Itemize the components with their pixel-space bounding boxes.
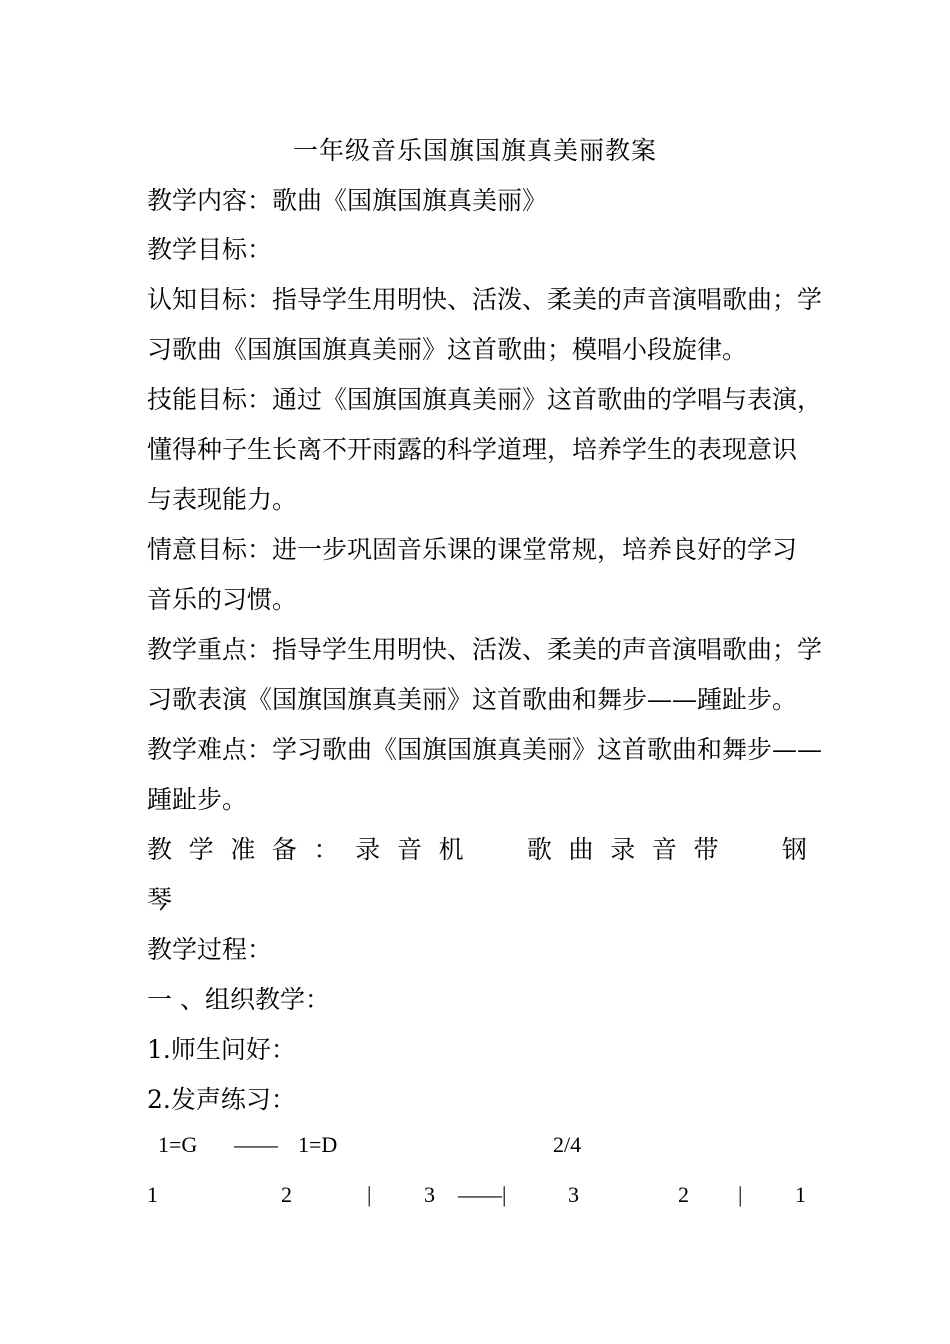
text-line-process: 教学过程： [147,935,273,964]
text-line-emotion-2: 音乐的习惯。 [147,585,298,614]
text-line-key-point-2: 习歌表演《国旗国旗真美丽》这首歌曲和舞步——踵趾步。 [147,685,798,714]
key-dash: —— [234,1132,278,1157]
prep-char: 准 [230,835,256,864]
text-line-emotion-1: 情意目标：进一步巩固音乐课的课堂常规，培养良好的学习 [147,535,798,564]
text-line-content: 教学内容：歌曲《国旗国旗真美丽》 [147,186,548,215]
prep-char: 机 [438,835,464,864]
text-line-skill-2: 懂得种子生长离不开雨露的科学道理，培养学生的表现意识 [147,435,798,464]
note: 1 [795,1182,806,1207]
text-line-organize: 一 、组织教学： [147,985,330,1014]
prep-char: ： [313,835,339,864]
prep-char: 录 [610,835,636,864]
prep-char: 曲 [568,835,594,864]
prep-char: 录 [355,835,381,864]
text-line-key-point-1: 教学重点：指导学生用明快、活泼、柔美的声音演唱歌曲；学 [147,635,823,664]
bar-line: | [738,1182,743,1207]
prep-char: 钢 [781,835,807,864]
prep-char: 带 [693,835,719,864]
note: 2 [281,1182,292,1207]
note: 2 [678,1182,689,1207]
prep-char: 音 [651,835,677,864]
text-line-greeting: 1.师生问好： [147,1035,296,1064]
text-line-skill-3: 与表现能力。 [147,485,298,514]
prep-char: 教 [147,835,173,864]
key-g: 1=G [158,1132,198,1157]
text-line-skill-1: 技能目标：通过《国旗国旗真美丽》这首歌曲的学唱与表演， [147,385,823,414]
text-line-preparation-wrap: 琴 [147,885,173,914]
document-title: 一年级音乐国旗国旗真美丽教案 [292,136,657,165]
prep-char: 歌 [526,835,552,864]
text-line-cognitive-1: 认知目标：指导学生用明快、活泼、柔美的声音演唱歌曲；学 [147,285,823,314]
note: 3 [424,1182,435,1207]
prep-gap [735,832,765,868]
text-line-preparation [147,832,807,868]
note: 1 [147,1182,158,1207]
text-line-cognitive-2: 习歌曲《国旗国旗真美丽》这首歌曲；模唱小段旋律。 [147,335,748,364]
text-line-difficulty-2: 踵趾步。 [147,785,248,814]
note-hold-bar: ——| [458,1182,507,1207]
prep-char: 备 [271,835,297,864]
text-line-vocal-practice: 2.发声练习： [147,1085,296,1114]
note: 3 [568,1182,579,1207]
prep-gap [480,832,510,868]
time-signature: 2/4 [553,1132,582,1157]
prep-char: 学 [188,835,214,864]
text-line-difficulty-1: 教学难点：学习歌曲《国旗国旗真美丽》这首歌曲和舞步—— [147,735,823,764]
text-line-objectives: 教学目标： [147,235,273,264]
bar-line: | [367,1182,372,1207]
prep-char: 音 [396,835,422,864]
key-d: 1=D [298,1132,338,1157]
